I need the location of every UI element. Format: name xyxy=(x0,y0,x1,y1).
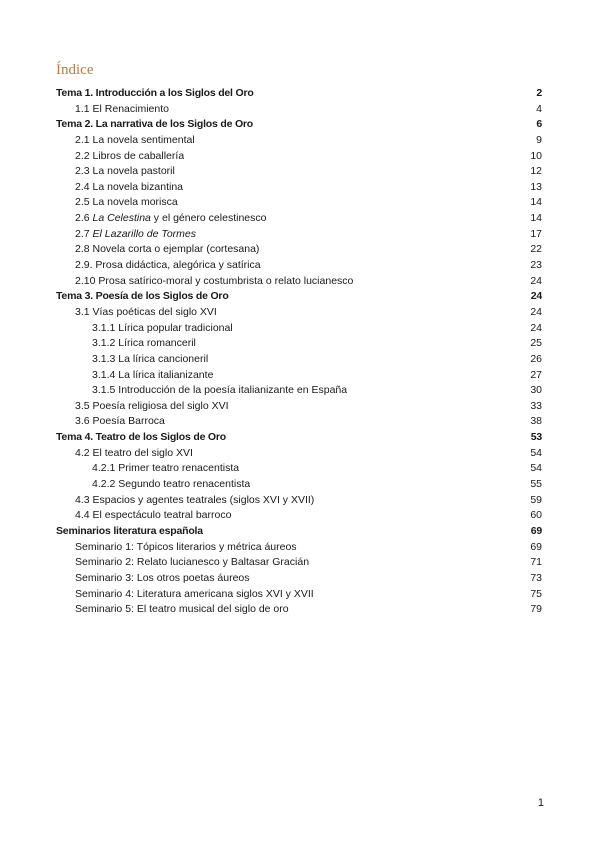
toc-entry-label: 4.3 Espacios y agentes teatrales (siglos XVI y XVII) xyxy=(75,493,315,506)
toc-entry-label: 2.10 Prosa satírico-moral y costumbrista o relato lucianesco xyxy=(75,274,354,287)
toc-entry-page: 54 xyxy=(530,446,542,459)
toc-entry[interactable] xyxy=(56,587,542,603)
toc-entry-page: 60 xyxy=(530,509,542,522)
toc-entry[interactable] xyxy=(56,289,542,305)
toc-entry-label: 2.3 La novela pastoril xyxy=(75,165,175,178)
toc-entry-page: 55 xyxy=(530,478,542,491)
toc-entry-label xyxy=(56,227,196,243)
toc-entry[interactable] xyxy=(56,242,542,258)
toc-entry-label: 3.1.1 Lírica popular tradicional xyxy=(92,321,233,334)
toc-entry[interactable] xyxy=(56,227,542,243)
toc-entry[interactable] xyxy=(56,133,542,149)
toc-entry-label-italic: La Celestina xyxy=(92,212,151,225)
toc-entry-page: 4 xyxy=(536,102,542,115)
toc-entry-label: 3.1.5 Introducción de la poesía italianizante en España xyxy=(92,384,348,397)
toc-entry-label: 2.4 La novela bizantina xyxy=(75,180,183,193)
toc-entry[interactable] xyxy=(56,524,542,540)
toc-entry[interactable] xyxy=(56,493,542,509)
toc-entry-page: 22 xyxy=(530,243,542,256)
toc-entry[interactable] xyxy=(56,321,542,337)
toc-entry[interactable] xyxy=(56,164,542,180)
toc-entry-page: 59 xyxy=(530,493,542,506)
toc-entry[interactable] xyxy=(56,211,542,227)
toc-entry-page: 75 xyxy=(530,587,542,600)
toc-entry[interactable] xyxy=(56,446,542,462)
toc-entry[interactable] xyxy=(56,258,542,274)
toc-entry[interactable] xyxy=(56,508,542,524)
toc-entry[interactable] xyxy=(56,540,542,556)
toc-entry-label: Seminario 1: Tópicos literarios y métrica áureos xyxy=(75,540,297,553)
toc-entry[interactable] xyxy=(56,430,542,446)
toc-entry-page: 53 xyxy=(530,431,542,444)
toc-entry[interactable] xyxy=(56,102,542,118)
toc-entry-page: 69 xyxy=(530,540,542,553)
toc-entry-page: 24 xyxy=(530,290,542,303)
toc-entry-label: 2.8 Novela corta o ejemplar (cortesana) xyxy=(75,243,260,256)
toc-entry-page: 54 xyxy=(530,462,542,475)
toc-entry-label: Seminarios literatura española xyxy=(56,524,203,537)
toc-entry-page: 2 xyxy=(536,87,542,99)
toc-entry-label: Seminario 3: Los otros poetas áureos xyxy=(75,571,250,584)
toc-entry-label-prefix: 2.7 xyxy=(75,227,93,240)
toc-entry-page: 69 xyxy=(530,524,542,537)
toc-entry-page: 17 xyxy=(530,227,542,240)
toc-entry-page: 24 xyxy=(530,274,542,287)
toc-entry[interactable] xyxy=(56,86,542,102)
toc-entry-page: 9 xyxy=(536,133,542,146)
toc-entry-label-prefix: 2.6 xyxy=(75,212,93,225)
toc-entry-label: Tema 3. Poesía de los Siglos de Oro xyxy=(56,290,229,303)
toc-entry-page: 30 xyxy=(530,384,542,397)
toc-entry[interactable] xyxy=(56,477,542,493)
table-of-contents xyxy=(56,86,542,618)
toc-entry-page: 25 xyxy=(530,337,542,350)
toc-entry-page: 33 xyxy=(530,399,542,412)
toc-entry-page: 73 xyxy=(530,571,542,584)
toc-entry-label: 2.1 La novela sentimental xyxy=(75,133,195,146)
toc-entry-label xyxy=(56,211,266,227)
toc-entry[interactable] xyxy=(56,180,542,196)
toc-entry-label: 3.1 Vías poéticas del siglo XVI xyxy=(75,305,217,318)
toc-entry[interactable] xyxy=(56,571,542,587)
toc-entry-label: 1.1 El Renacimiento xyxy=(75,102,169,115)
toc-entry-label: Tema 1. Introducción a los Siglos del Oro xyxy=(56,87,254,99)
toc-entry[interactable] xyxy=(56,336,542,352)
toc-entry-page: 24 xyxy=(530,321,542,334)
page-number: 1 xyxy=(537,797,544,809)
toc-entry-page: 71 xyxy=(530,556,542,569)
toc-entry-label: 2.9. Prosa didáctica, alegórica y satírica xyxy=(75,259,261,272)
toc-entry-page: 14 xyxy=(530,212,542,225)
toc-entry-label-suffix: y el género celestinesco xyxy=(150,212,267,225)
toc-entry[interactable] xyxy=(56,149,542,165)
toc-entry-label: Seminario 2: Relato lucianesco y Baltasar Gracián xyxy=(75,556,310,569)
toc-entry[interactable] xyxy=(56,461,542,477)
toc-entry-label: Tema 2. La narrativa de los Siglos de Oro xyxy=(56,118,254,131)
toc-entry[interactable] xyxy=(56,368,542,384)
toc-entry[interactable] xyxy=(56,195,542,211)
toc-entry-page: 14 xyxy=(530,196,542,209)
toc-entry[interactable] xyxy=(56,305,542,321)
toc-entry-page: 12 xyxy=(530,165,542,178)
toc-entry-page: 6 xyxy=(536,118,542,131)
toc-entry-label: 4.2 El teatro del siglo XVI xyxy=(75,446,193,459)
toc-entry-label: 3.6 Poesía Barroca xyxy=(75,415,165,428)
toc-entry[interactable] xyxy=(56,555,542,571)
toc-entry-label: 4.2.2 Segundo teatro renacentista xyxy=(92,478,251,491)
toc-entry-page: 38 xyxy=(530,415,542,428)
toc-entry-label: 4.2.1 Primer teatro renacentista xyxy=(92,462,240,475)
toc-entry[interactable] xyxy=(56,383,542,399)
toc-entry-label: 4.4 El espectáculo teatral barroco xyxy=(75,509,232,522)
toc-entry-label: 3.5 Poesía religiosa del siglo XVI xyxy=(75,399,229,412)
toc-entry-page: 26 xyxy=(530,352,542,365)
toc-entry-page: 27 xyxy=(530,368,542,381)
toc-entry-page: 23 xyxy=(530,259,542,272)
toc-entry-label: 3.1.4 La lírica italianizante xyxy=(92,368,214,381)
toc-entry[interactable] xyxy=(56,414,542,430)
toc-entry-page: 79 xyxy=(530,603,542,616)
toc-entry-page: 24 xyxy=(530,305,542,318)
toc-entry-page: 13 xyxy=(530,180,542,193)
toc-entry[interactable] xyxy=(56,602,542,618)
toc-entry[interactable] xyxy=(56,117,542,133)
toc-entry-label: Seminario 5: El teatro musical del siglo de oro xyxy=(75,603,289,616)
toc-entry-label: 3.1.3 La lírica cancioneril xyxy=(92,352,209,365)
page-title: Índice xyxy=(56,62,94,78)
toc-entry-page: 10 xyxy=(530,149,542,162)
toc-entry[interactable] xyxy=(56,274,542,290)
toc-entry-label: Seminario 4: Literatura americana siglos XVI y XVII xyxy=(75,587,314,600)
toc-entry-label: 3.1.2 Lírica romanceril xyxy=(92,337,196,350)
toc-entry-label: Tema 4. Teatro de los Siglos de Oro xyxy=(56,431,226,444)
toc-entry-label: 2.5 La novela morisca xyxy=(75,196,178,209)
toc-entry[interactable] xyxy=(56,352,542,368)
toc-entry-label: 2.2 Libros de caballería xyxy=(75,149,185,162)
toc-entry[interactable] xyxy=(56,399,542,415)
toc-entry-label-italic: El Lazarillo de Tormes xyxy=(92,227,197,240)
